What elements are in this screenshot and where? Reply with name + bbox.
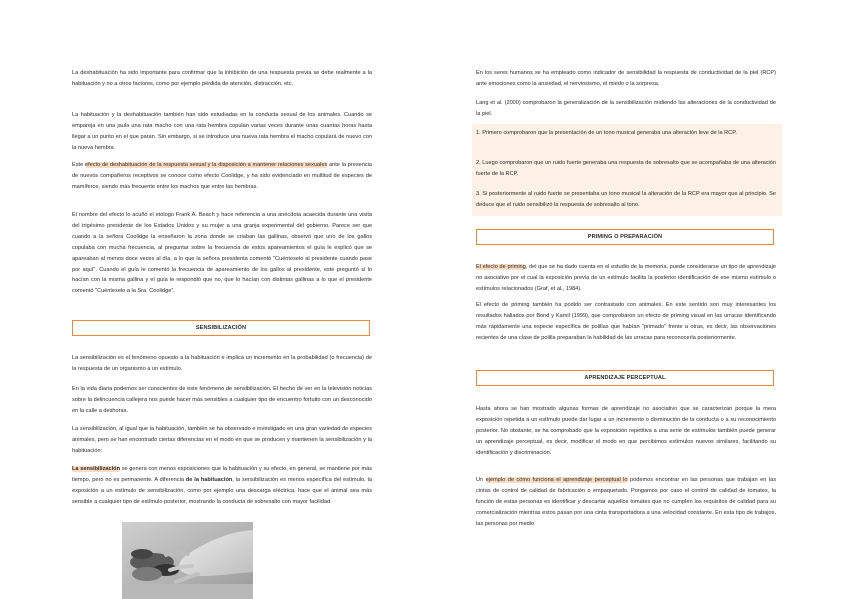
paragraph-aprendizaje: Hasta ahora se han mostrado algunas formas de aprendizaje no asociativo que se caracterizan porque la mera exposición repetida a un estímulo puede dar lugar a un incremento o disminución de la conducta o a su reconocimiento posterior. No obstante, se ha comprobado que la exposición repetitiva a una serie de estímulos también puede generar un aprendizaje perceptual, es decir, modificar el modo en que percibimos estímulos nuevos similares, facilitando su identificación y discriminación. bbox=[476, 406, 776, 456]
paragraph-priming-animales: El efecto de priming también ha podido ser contrastado con animales. En este sentido son muy interesantes los resultados hallados por Bond y Kamil (1999), que comprobaron un efecto de priming visual en las urracas identificando más rápidamente una especie específica de polillas que habían "primado" frente a otras, es decir, las observaciones recientes de una clase de polilla preparaban la habilidad de las urracas para reconocerla posteriormente. bbox=[476, 302, 776, 341]
section-heading-aprendizaje-perceptual: APRENDIZAJE PERCEPTUAL bbox=[476, 370, 774, 386]
paragraph-rcp: En los seres humanos se ha empleado como indicador de sensibilidad la respuesta de conductividad de la piel (RCP) ante emociones como la ansiedad, el nerviosismo, el miedo o la sorpresa. bbox=[476, 70, 776, 87]
paragraph-sensibilizacion-definicion: La sensibilización es el fenómeno opuesto a la habituación e implica un incremento en la probabilidad (o frecuencia) de la respuesta de un organismo a un estímulo. bbox=[72, 355, 372, 372]
paragraph-priming: El efecto de priming, del que se ha dado cuenta en el estudio de la memoria, puede considerarse un tipo de aprendizaje no asociativo por el cual la exposición previa de un estímulo facilita la posterior identificación de ese mismo estímulo o estímulos relacionados (Graf, et al., 1984). bbox=[476, 264, 776, 292]
highlight-ejemplo: ejemplo de cómo funciona el aprendizaje perceptual lo bbox=[485, 477, 628, 483]
section-heading-sensibilizacion: SENSIBILIZACIÓN bbox=[72, 320, 370, 336]
paragraph-conducta-sexual: La habituación y la deshabituación también han sido estudiadas en la conducta sexual de los animales. Cuando se empareja en una jaula una rata macho con una rata hembra copulan varias veces durante unas cuantas horas hasta llegar a un punto en el que paran. Sin embargo, si se introduce una nueva rata hembra el macho copulará de nuevo con la nueva hembra. bbox=[72, 112, 372, 151]
hand-photo bbox=[122, 522, 253, 599]
paragraph-anecdota: El nombre del efecto lo acuñó el etólogo Frank A. Beach y hace referencia a una anécdota acaecida durante una visita del trigésimo presidente de los Estados Unidos y su mujer a una granja experimental del gobierno. Parece ser que cuando a la señora Coolidge la enseñaron la zona donde se criaban las gallinas, observó que uno de los gallos copulaba con mucha frecuencia, al preguntar sobre la frecuencia de estos apareamientos el guía le explicó que se apareaban al menos doce veces al día, a lo que la señora presidenta comentó "Cuénteselo al presidente cuando pase por aquí". Cuando el guía le comentó la frecuencia de apareamiento de los gallos al presidente, este preguntó si lo hacían con la misma gallina y el guía le respondió que no, que lo hacían con distintas gallinas a lo que el presidente comentó "Cuénteselo a la Sra. Coolidge". bbox=[72, 212, 372, 295]
paragraph-ejemplo: Un ejemplo de cómo funciona el aprendizaje perceptual lo podemos encontrar en las personas que trabajan en las cintas de control de calidad de fabricación o empaquetado. Pongamos por caso el control de calidad de tomates, la función de estas personas es identificar y descartar aquellos tomates que no cumplen los requisitos de calidad para su comercialización mientras estos pasan por una cinta transportadora a una velocidad constante. En esta tipo de trabajos, las personas por medio bbox=[476, 477, 776, 527]
paragraph-diferencias: La sensibilización se genera con menos exposiciones que la habituación y su efecto, en general, se mantiene por más tiempo, pero no es permanente. A diferencia de la habituación, la sensibilización es menos específica del estímulo, la exposición a un estímulo de sensibilización, como por ejemplo una descarga eléctrica, hace que el animal sea más sensible a cualquier tipo de estímulo posterior, mostrando la conducta de sobresalto con mayor facilidad. bbox=[72, 466, 373, 505]
highlight-deshabituacion: efecto de deshabituación de la respuesta sexual y la disposición a mantener relaciones sexuales bbox=[84, 162, 328, 168]
paragraph-vida-diaria: En la vida diaria podemos ser conscientes de este fenómeno de sensibilización. El hecho de ver en la televisión noticias sobre la delincuencia callejera nos puede hacer más sensibles a cualquier tipo de encuentro fortuito con un desconocido en la calle a deshoras. bbox=[72, 386, 372, 414]
section-heading-priming: PRIMING O PREPARACIÓN bbox=[476, 229, 774, 245]
step-1: 1. Primero comprobaron que la presentación de un tono musical generaba una alteración leve de la RCP. bbox=[476, 130, 737, 136]
paragraph-lang: Lang et al. (2000) comprobaron la generalización de la sensibilización midiendo las alteraciones de la conductividad de la piel. bbox=[476, 100, 776, 117]
highlight-sensibilizacion: La sensibilización bbox=[72, 466, 121, 472]
paragraph-especies: La sensibilización, al igual que la habituación, también se ha observado e investigado en una gran variedad de especies animales, pero se han encontrado ciertas diferencias en el modo en que se producen y mantienen la sensibilización y la habituación: bbox=[72, 426, 372, 454]
step-2: 2. Luego comprobaron que un ruido fuerte generaba una respuesta de sobresalto que se acompañaba de una alteración fuerte de la RCP. bbox=[476, 160, 776, 177]
hand-illustration bbox=[122, 522, 253, 599]
paragraph-efecto-coolidge: Este efecto de deshabituación de la respuesta sexual y la disposición a mantener relaciones sexuales ante la presencia de nuevos compañeros receptivos se conoce como efecto Coolidge, y ha sido evidenciado en multitud de especies de mamíferos, siendo más frecuente entre los machos que entre las hembras. bbox=[72, 162, 372, 190]
paragraph-deshabituacion: La deshabituación ha sido importante para confirmar que la inhibición de una respuesta previa se debe realmente a la habituación y no a otros factores, como por ejemplo pérdida de atención, distracción, etc. bbox=[72, 70, 372, 87]
step-3: 3. Si posteriormente al ruido fuerte se presentaba un tono musical la alteración de la RCP era mayor que al principio. Se deduce que el ruido sensibilizó la respuesta de sobresalto al tono. bbox=[476, 191, 776, 208]
highlight-priming: El efecto de priming bbox=[476, 264, 526, 270]
